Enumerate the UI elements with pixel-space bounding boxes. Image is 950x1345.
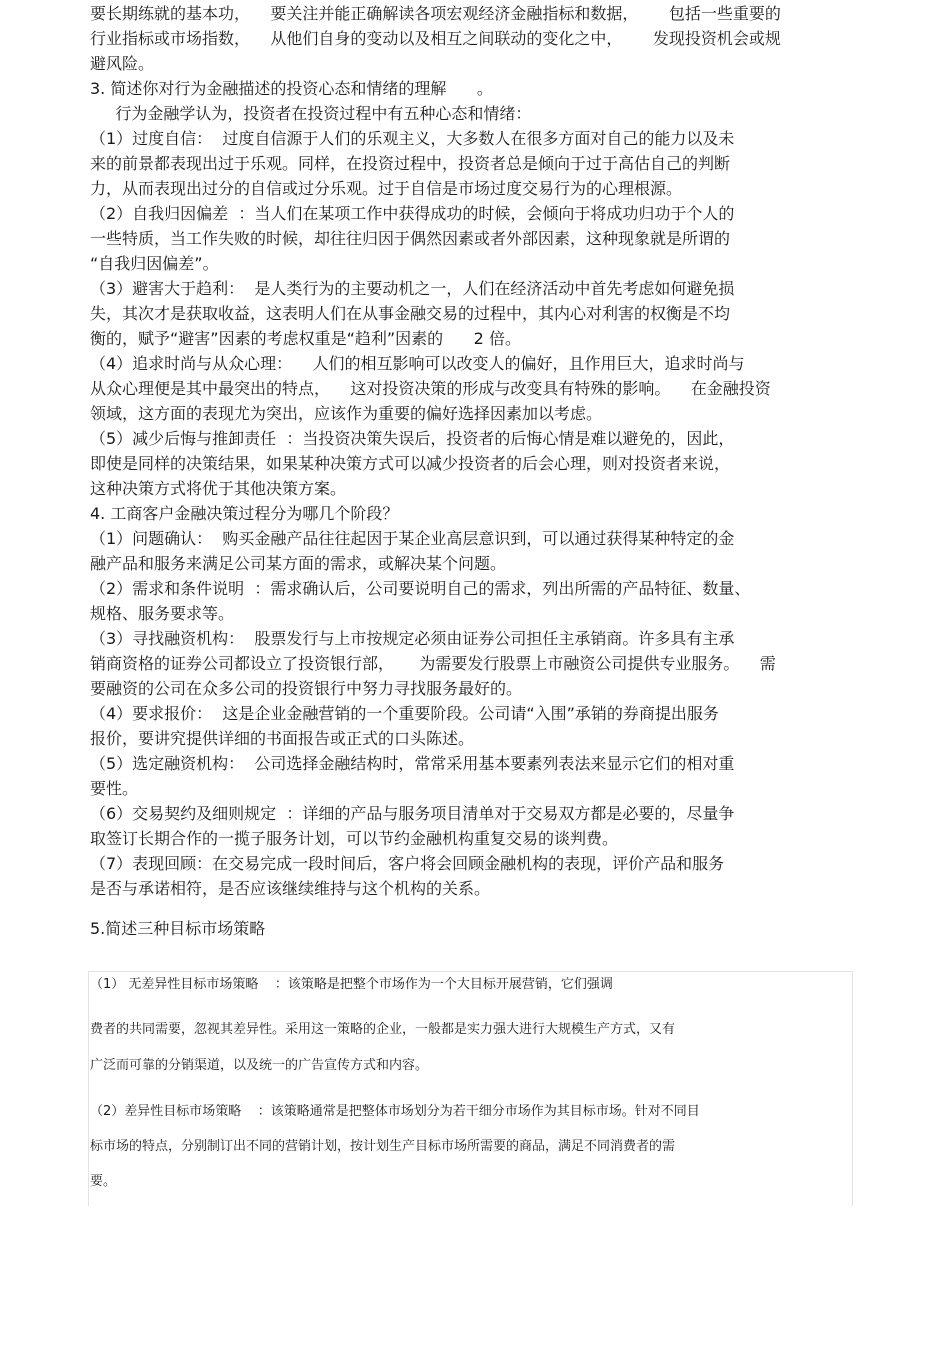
text-line: 从众心理便是其中最突出的特点， 这对投资决策的形成与改变具有特殊的影响。 在金融投资 [90, 379, 771, 398]
section-heading: 3. 简述你对行为金融描述的投资心态和情绪的理解 。 [90, 79, 493, 98]
text-line: 标市场的特点，分别制订出不同的营销计划，按计划生产目标市场所需要的商品，满足不同消费者的需 [90, 1139, 676, 1154]
text-line: （5）减少后悔与推卸责任 ：当投资决策失误后，投资者的后悔心情是难以避免的，因此， [90, 429, 735, 448]
text-line: 费者的共同需要，忽视其差异性。采用这一策略的企业，一般都是实力强大进行大规模生产方式，又有 [90, 1022, 676, 1037]
text-line: 这种决策方式将优于其他决策方案。 [90, 479, 347, 498]
text-line: （1）问题确认： 购买金融产品往往起因于某企业高层意识到，可以通过获得某种特定的金 [90, 529, 735, 548]
text-line: 是否与承诺相符，是否应该继续维持与这个机构的关系。 [90, 879, 491, 898]
text-line: 取签订长期合作的一揽子服务计划，可以节约金融机构重复交易的谈判费。 [90, 829, 619, 848]
text-line: 行为金融学认为，投资者在投资过程中有五种心态和情绪： [90, 104, 532, 123]
text-line: 即使是同样的决策结果，如果某种决策方式可以减少投资者的后会心理，则对投资者来说， [90, 454, 731, 473]
text-line: （4）要求报价： 这是企业金融营销的一个重要阶段。公司请“入围”承销的券商提出服务 [90, 704, 719, 723]
text-line: 要长期练就的基本功， 要关注并能正确解读各项宏观经济金融指标和数据， 包括一些重要的 [90, 4, 781, 23]
text-line: 来的前景都表现出过于乐观。同样，在投资过程中，投资者总是倾向于过于高估自己的判断 [90, 154, 731, 173]
text-line: 要。 [90, 1174, 117, 1189]
text-line: 报价，要讲究提供详细的书面报告或正式的口头陈述。 [90, 729, 475, 748]
text-line: （5）选定融资机构： 公司选择金融结构时，常常采用基本要素列表法来显示它们的相对重 [90, 754, 735, 773]
text-line: 领域，这方面的表现尤为突出，应该作为重要的偏好选择因素加以考虑。 [90, 404, 603, 423]
text-line: 广泛而可靠的分销渠道，以及统一的广告宣传方式和内容。 [90, 1058, 429, 1073]
text-line: （2）自我归因偏差 ：当人们在某项工作中获得成功的时候，会倾向于将成功归功于个人的 [90, 204, 735, 223]
text-line: 要融资的公司在众多公司的投资银行中努力寻找服务最好的。 [90, 679, 523, 698]
text-line: （3）寻找融资机构： 股票发行与上市按规定必须由证券公司担任主承销商。许多具有主承 [90, 629, 735, 648]
text-line: 力，从而表现出过分的自信或过分乐观。过于自信是市场过度交易行为的心理根源。 [90, 179, 683, 198]
text-line: （1） 无差异性目标市场策略 ：该策略是把整个市场作为一个大目标开展营销，它们强调 [90, 977, 613, 992]
text-line: （3）避害大于趋利： 是人类行为的主要动机之一，人们在经济活动中首先考虑如何避免损 [90, 279, 735, 298]
text-line: 失，其次才是获取收益，这表明人们在从事金融交易的过程中，其内心对利害的权衡是不均 [90, 304, 731, 323]
text-line: （2）差异性目标市场策略 ：该策略通常是把整体市场划分为若干细分市场作为其目标市场。针对不同目 [90, 1104, 700, 1119]
section-heading: 4. 工商客户金融决策过程分为哪几个阶段？ [90, 504, 399, 523]
text-line: “自我归因偏差”。 [90, 254, 219, 273]
text-line: （1）过度自信： 过度自信源于人们的乐观主义，大多数人在很多方面对自己的能力以及未 [90, 129, 735, 148]
text-line: 要性。 [90, 779, 139, 798]
text-line: 衡的，赋予“避害”因素的考虑权重是“趋利”因素的 2 倍。 [90, 329, 521, 348]
section-heading: 5.简述三种目标市场策略 [90, 919, 266, 938]
text-line: （6）交易契约及细则规定 ：详细的产品与服务项目清单对于交易双方都是必要的，尽量争 [90, 804, 735, 823]
text-line: （4）追求时尚与从众心理： 人们的相互影响可以改变人的偏好，且作用巨大，追求时尚与 [90, 354, 745, 373]
text-line: （2）需求和条件说明 ：需求确认后，公司要说明自己的需求，列出所需的产品特征、数量、 [90, 579, 751, 598]
text-line: （7）表现回顾：在交易完成一段时间后，客户将会回顾金融机构的表现，评价产品和服务 [90, 854, 725, 873]
text-line: 规格、服务要求等。 [90, 604, 235, 623]
text-line: 销商资格的证券公司都设立了投资银行部， 为需要发行股票上市融资公司提供专业服务。 需 [90, 654, 776, 673]
content-frame [88, 971, 853, 1206]
text-line: 避风险。 [90, 54, 155, 73]
text-line: 融产品和服务来满足公司某方面的需求，或解决某个问题。 [90, 554, 507, 573]
text-line: 一些特质，当工作失败的时候，却往往归因于偶然因素或者外部因素，这种现象就是所谓的 [90, 229, 731, 248]
text-line: 行业指标或市场指数， 从他们自身的变动以及相互之间联动的变化之中， 发现投资机会或规 [90, 29, 781, 48]
